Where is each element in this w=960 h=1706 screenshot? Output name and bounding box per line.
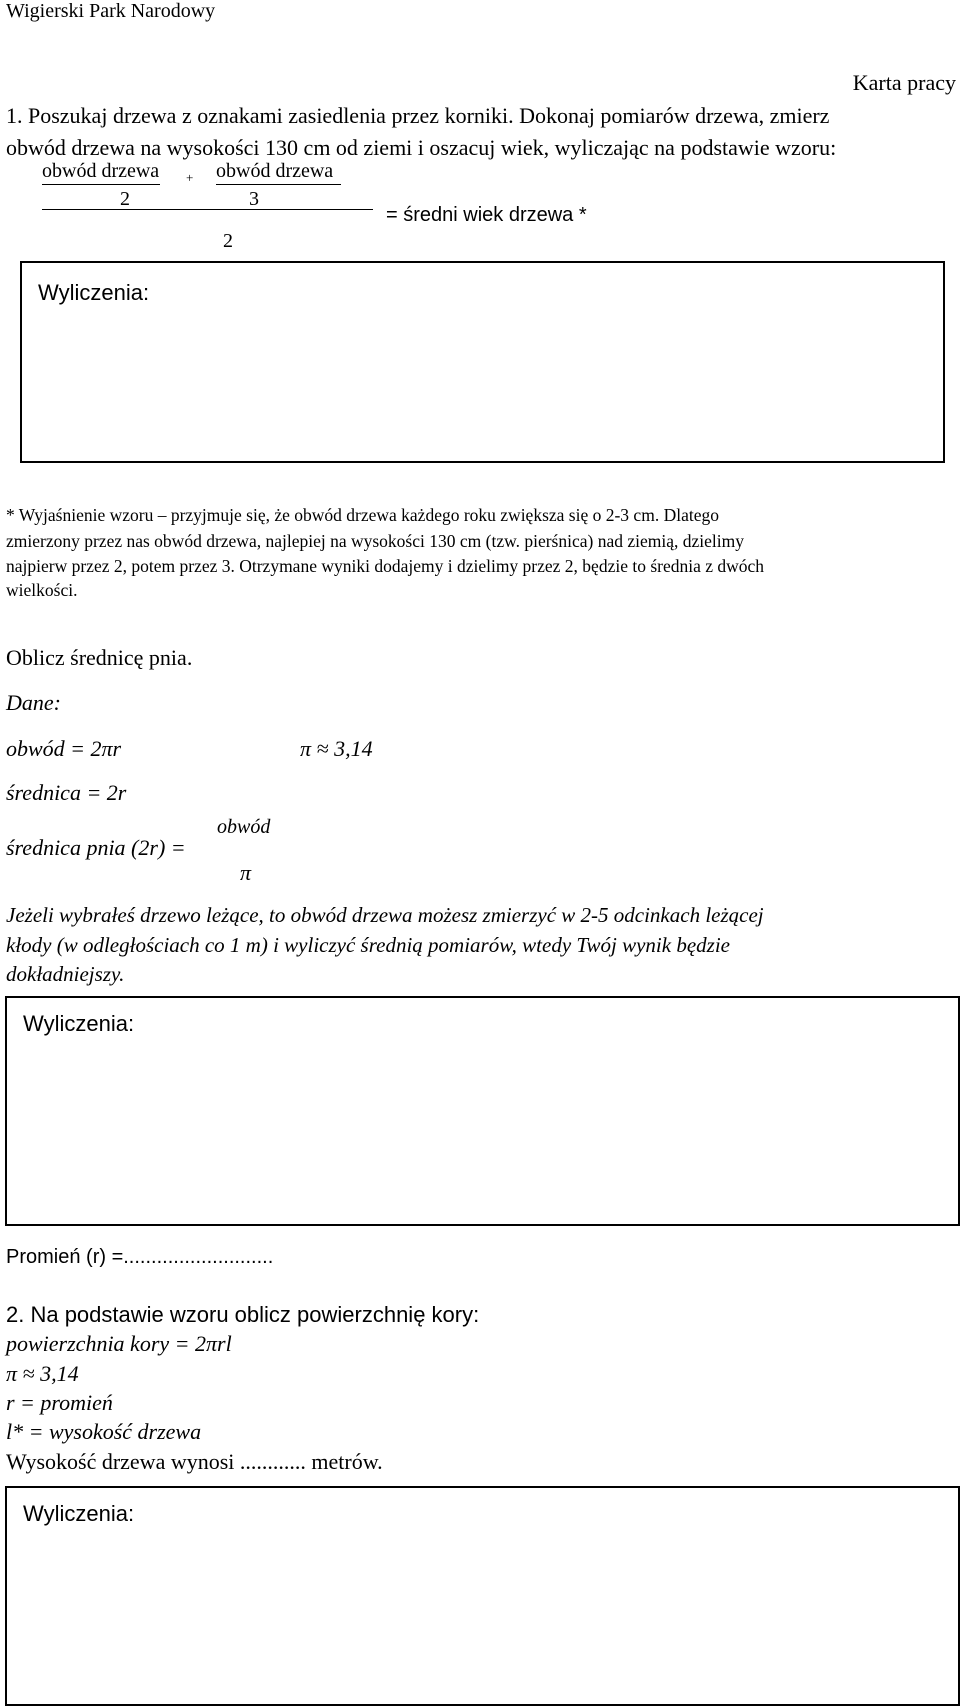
fraction-bottom: π: [240, 860, 252, 885]
r-definition: r = promień: [6, 1390, 113, 1415]
task2-heading: 2. Na podstawie wzoru oblicz powierzchnię kory:: [6, 1302, 480, 1327]
hint-line: dokładniejszy.: [6, 962, 125, 986]
l-definition: l* = wysokość drzewa: [6, 1419, 202, 1444]
park-name: Wigierski Park Narodowy: [6, 0, 216, 22]
worksheet-label: Karta pracy: [852, 70, 956, 95]
formula-bottom: 2: [223, 230, 233, 252]
diameter-formula: średnica = 2r: [6, 780, 127, 805]
task1-line1: 1. Poszukaj drzewa z oznakami zasiedlenia przez korniki. Dokonaj pomiarów drzewa, zmierz: [6, 103, 830, 128]
calculation-label: Wyliczenia:: [23, 1501, 135, 1526]
radius-line: Promień (r) =...........................: [6, 1246, 274, 1268]
hint-line: kłody (w odległościach co 1 m) i wyliczyć średnią pomiarów, wtedy Twój wynik będzie: [6, 933, 730, 957]
note-line: zmierzony przez nas obwód drzewa, najlepiej na wysokości 130 cm (tzw. pierśnica) nad ziemią, dzielimy: [6, 531, 744, 551]
formula-main-fraction-bar: [42, 209, 373, 210]
calculation-box-1[interactable]: [20, 261, 945, 463]
note-line: wielkości.: [6, 580, 78, 600]
pi-approx-2: π ≈ 3,14: [6, 1361, 79, 1386]
formula-underline-a: [42, 184, 160, 185]
formula-numerator-a: obwód drzewa: [42, 160, 160, 182]
given-label: Dane:: [6, 690, 61, 715]
bark-area-formula: powierzchnia kory = 2πrl: [6, 1331, 232, 1356]
hint-line: Jeżeli wybrałeś drzewo leżące, to obwód drzewa możesz zmierzyć w 2-5 odcinkach leżącej: [6, 903, 764, 927]
formula-result: = średni wiek drzewa *: [386, 204, 587, 226]
formula-numerator-b: obwód drzewa: [216, 160, 334, 182]
calculation-box-2[interactable]: [5, 996, 960, 1226]
formula-plus: +: [186, 170, 194, 185]
pi-approx: π ≈ 3,14: [300, 736, 373, 761]
note-line: najpierw przez 2, potem przez 3. Otrzymane wyniki dodajemy i dzielimy przez 2, będzie to średnia z dwóch: [6, 556, 765, 576]
formula-underline-b: [216, 184, 341, 185]
formula-denominator-a: 2: [120, 188, 130, 210]
task1-line2: obwód drzewa na wysokości 130 cm od ziemi i oszacuj wiek, wyliczając na podstawie wzoru:: [6, 135, 837, 160]
diameter-heading: Oblicz średnicę pnia.: [6, 645, 193, 670]
formula-denominator-b: 3: [249, 188, 259, 210]
fraction-top: obwód: [217, 816, 271, 838]
tree-height-line: Wysokość drzewa wynosi ............ metrów.: [6, 1449, 383, 1474]
calculation-label: Wyliczenia:: [38, 280, 150, 305]
note-line: * Wyjaśnienie wzoru – przyjmuje się, że obwód drzewa każdego roku zwiększa się o 2-3 cm. Dlatego: [6, 505, 719, 525]
calculation-label: Wyliczenia:: [23, 1011, 135, 1036]
diameter-lhs: średnica pnia (2r) =: [6, 835, 186, 860]
circumference-formula: obwód = 2πr: [6, 736, 122, 761]
calculation-box-3[interactable]: [5, 1486, 960, 1706]
